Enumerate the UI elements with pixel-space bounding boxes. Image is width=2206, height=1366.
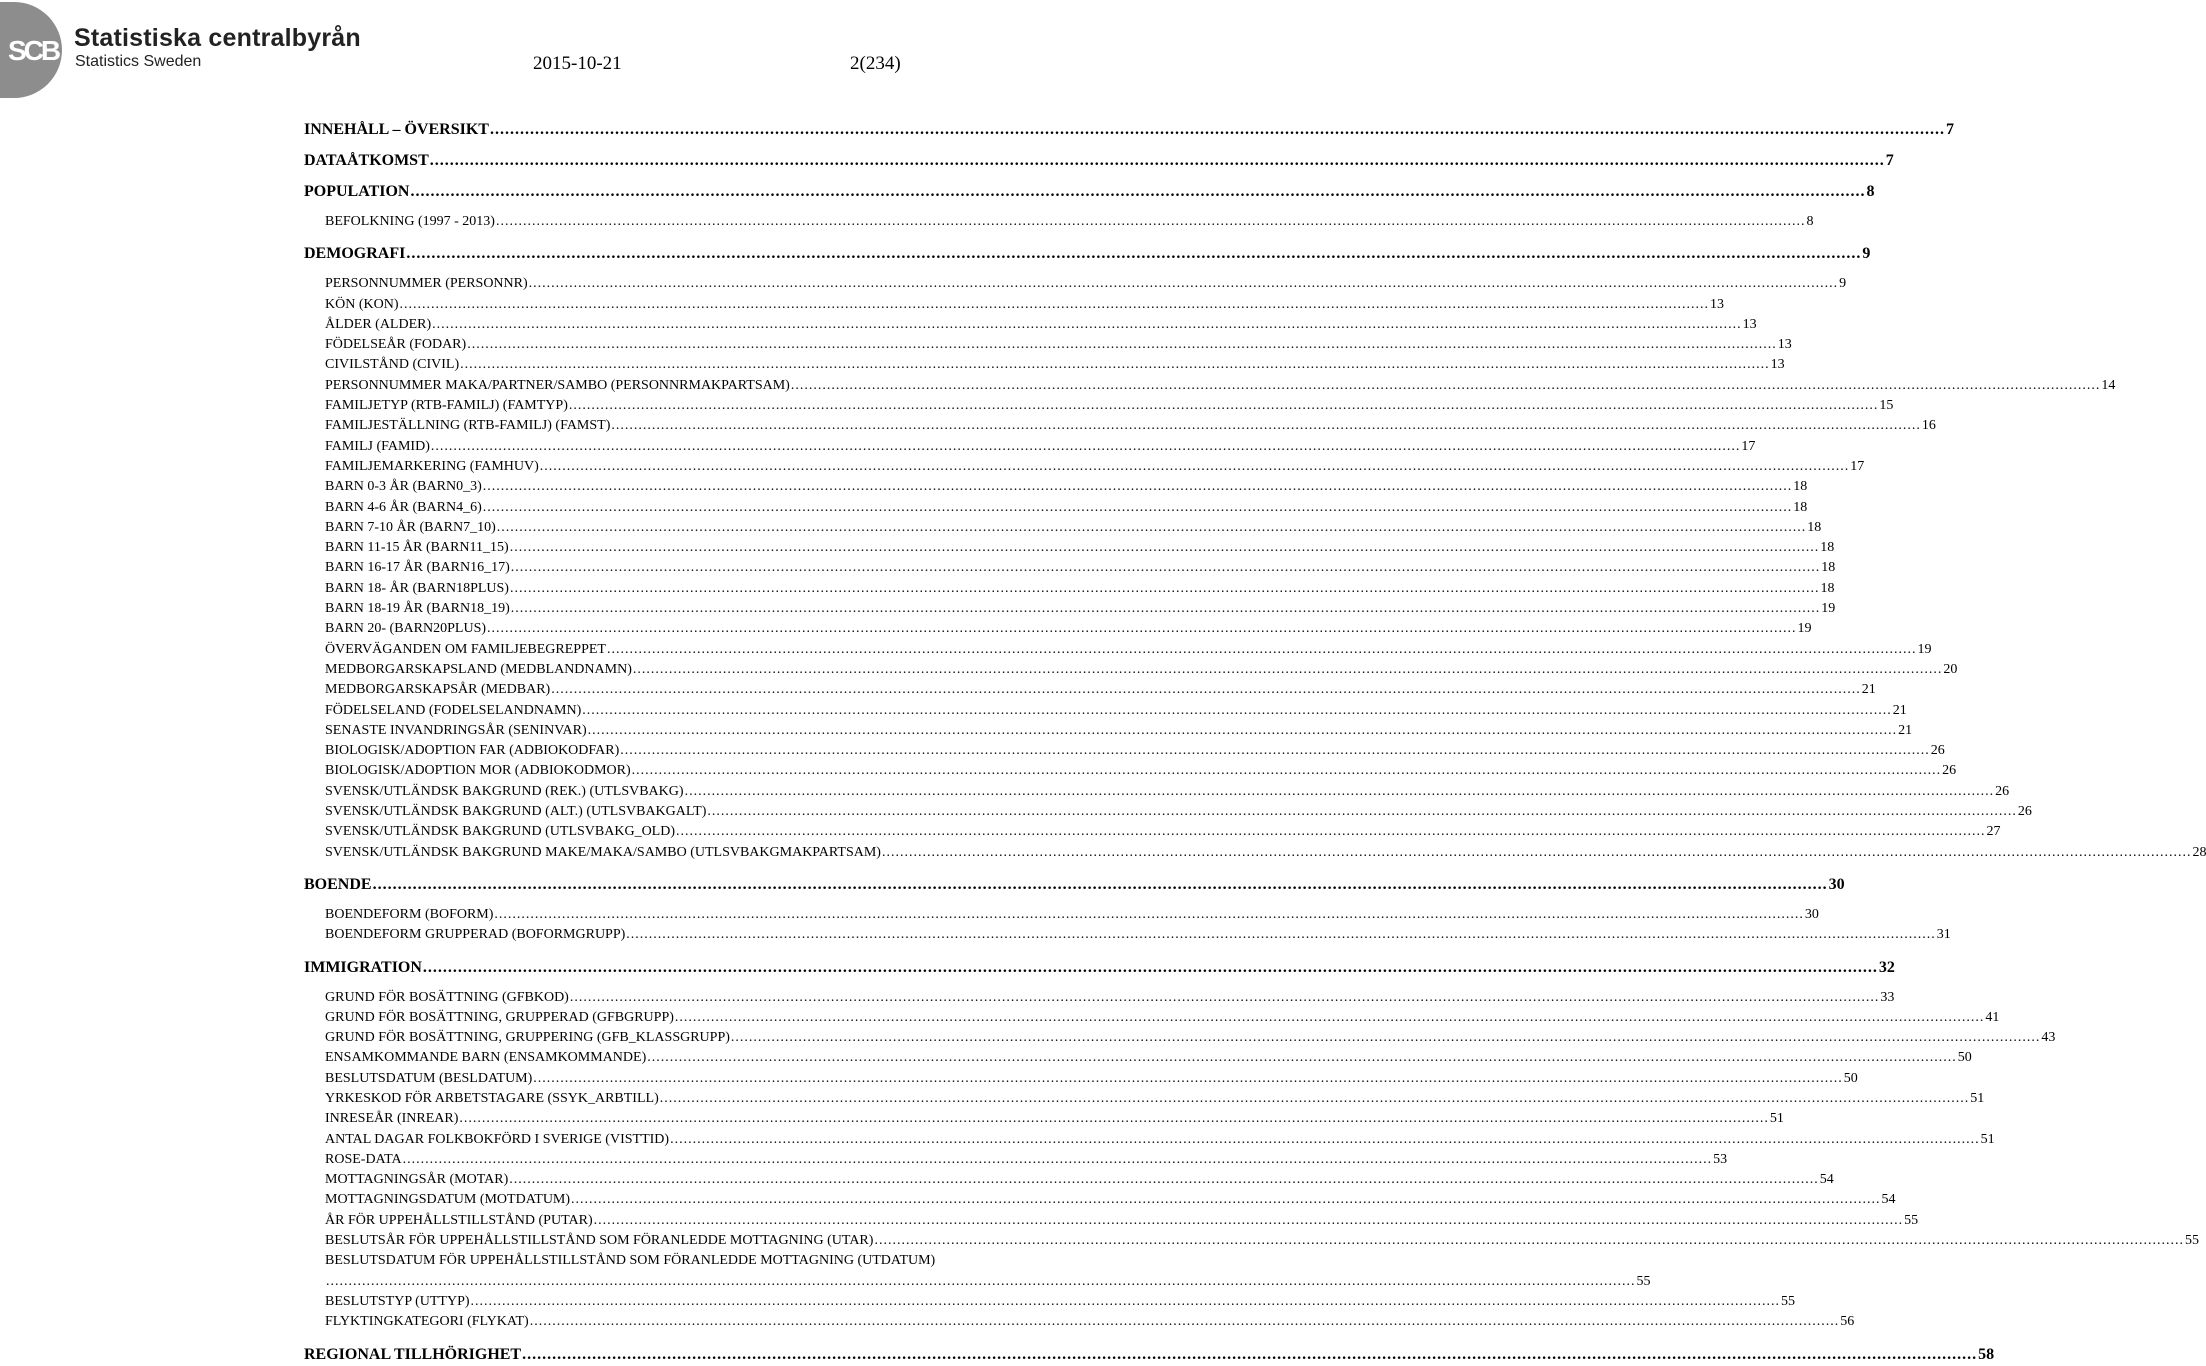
- org-subtitle: Statistics Sweden: [75, 53, 202, 70]
- toc-entry-title: BESLUTSÅR FÖR UPPEHÅLLSTILLSTÅND SOM FÖRANLEDDE MOTTAGNING (UTAR): [325, 1233, 874, 1249]
- dot-leader: [874, 1233, 2184, 1249]
- toc-entry-page: 18: [1807, 519, 1822, 535]
- dot-leader: [633, 662, 1943, 678]
- toc-entry-page: 16: [1921, 418, 1936, 434]
- toc-section-page: 30: [1828, 875, 1845, 893]
- toc-entry[interactable]: [304, 214, 1814, 234]
- toc-entry-title: FAMILJEMARKERING (FAMHUV): [325, 458, 539, 474]
- toc-section-title: BOENDE: [304, 875, 372, 893]
- toc-entry-page: 21: [1861, 682, 1876, 698]
- toc-entry[interactable]: [304, 1253, 961, 1273]
- toc-entry-title: BESLUTSDATUM FÖR UPPEHÅLLSTILLSTÅND SOM FÖRANLEDDE MOTTAGNING (UTDATUM): [325, 1253, 936, 1269]
- toc-entry-page: 53: [1713, 1151, 1728, 1167]
- toc-entry-title: BEFOLKNING (1997 - 2013): [325, 214, 495, 229]
- toc-entry[interactable]: [304, 702, 1907, 723]
- dot-leader: [403, 1152, 1713, 1168]
- toc-entry-title: ÖVERVÄGANDEN OM FAMILJEBEGREPPET: [325, 641, 606, 657]
- toc-entry-page: 26: [1942, 763, 1957, 779]
- toc-section[interactable]: [304, 1345, 1995, 1366]
- toc-section[interactable]: [304, 875, 1845, 896]
- dot-leader: [483, 479, 1793, 495]
- dot-leader: [626, 927, 1936, 943]
- dot-leader: [511, 601, 1821, 617]
- toc-entry-title: BOENDEFORM GRUPPERAD (BOFORMGRUPP): [325, 927, 626, 943]
- toc-entry-title: BARN 16-17 ÅR (BARN16_17): [325, 560, 510, 576]
- toc-section-page: 7: [1885, 152, 1894, 169]
- toc-entry-title: GRUND FÖR BOSÄTTNING (GFBKOD): [325, 989, 569, 1005]
- toc-entry-page: 27: [1986, 824, 2001, 840]
- toc-entry-page: 51: [1769, 1111, 1784, 1127]
- toc-entry-title: ÅR FÖR UPPEHÅLLSTILLSTÅND (PUTAR): [325, 1212, 593, 1228]
- toc-entry[interactable]: [304, 1293, 1796, 1314]
- toc-entry[interactable]: [304, 621, 1812, 641]
- toc-entry-title: YRKESKOD FÖR ARBETSTAGARE (SSYK_ARBTILL): [325, 1090, 659, 1106]
- toc-entry-title: BARN 4-6 ÅR (BARN4_6): [325, 499, 482, 515]
- scb-logo: [0, 2, 62, 98]
- toc-entry-title: BOENDEFORM (BOFORM): [325, 906, 494, 922]
- dot-leader: [594, 1213, 1904, 1229]
- toc-entry-page: 9: [1839, 276, 1847, 292]
- toc-entry-page: 21: [1892, 702, 1907, 718]
- toc-entry[interactable]: [304, 1009, 2000, 1030]
- toc-entry-page: 13: [1777, 337, 1792, 353]
- toc-entry[interactable]: [304, 1030, 2056, 1050]
- toc-entry[interactable]: [304, 398, 1894, 418]
- dot-leader: [647, 1050, 1957, 1066]
- toc-entry-title: BARN 0-3 ÅR (BARN0_3): [325, 479, 482, 495]
- toc-entry-page: 17: [1741, 438, 1756, 454]
- toc-entry-page: 56: [1840, 1314, 1855, 1330]
- toc-entry[interactable]: [304, 1070, 1858, 1091]
- toc-entry-page: 55: [1636, 1273, 1651, 1289]
- toc-entry-page: 14: [2101, 377, 2116, 393]
- toc-entry-title: PERSONNUMMER (PERSONNR): [325, 276, 528, 292]
- toc-entry-page: 13: [1742, 316, 1757, 332]
- toc-entry-continuation[interactable]: [304, 1273, 1651, 1294]
- dot-leader: [582, 703, 1892, 719]
- toc-section-title: POPULATION: [304, 183, 410, 200]
- toc-entry-page: 19: [1821, 601, 1836, 617]
- dot-leader: [497, 520, 1807, 536]
- toc-entry-title: SVENSK/UTLÄNDSK BAKGRUND MAKE/MAKA/SAMBO (UTLSVBAKGMAKPARTSAM): [325, 844, 881, 860]
- dot-leader: [670, 1132, 1980, 1148]
- toc-entry[interactable]: [304, 783, 2010, 804]
- toc-entry-title: BARN 20- (BARN20PLUS): [325, 621, 487, 637]
- toc-entry-title: FAMILJ (FAMID): [325, 438, 430, 454]
- dot-leader: [460, 357, 1770, 373]
- toc-entry-page: 21: [1898, 722, 1913, 738]
- svg-text:SCB: SCB: [8, 35, 59, 66]
- toc-entry[interactable]: [304, 743, 1945, 763]
- org-name: Statistiska centralbyrån: [74, 24, 361, 52]
- toc-entry-page: 13: [1770, 357, 1785, 373]
- toc-entry[interactable]: [304, 580, 1835, 601]
- dot-leader: [529, 276, 1839, 292]
- dot-leader: [487, 621, 1797, 637]
- toc-entry-title: BESLUTSTYP (UTTYP): [325, 1293, 470, 1309]
- toc-entry-title: FLYKTINGKATEGORI (FLYKAT): [325, 1314, 529, 1330]
- toc-entry-page: 26: [1995, 783, 2010, 799]
- toc-entry-page: 55: [2184, 1233, 2199, 1249]
- toc-entry-title: SVENSK/UTLÄNDSK BAKGRUND (REK.) (UTLSVBAKG): [325, 783, 684, 799]
- toc-section[interactable]: [304, 152, 1894, 172]
- toc-entry[interactable]: [304, 458, 1865, 479]
- toc-entry-title: BARN 18- ÅR (BARN18PLUS): [325, 580, 509, 596]
- toc-entry-title: PERSONNUMMER MAKA/PARTNER/SAMBO (PERSONNRMAKPARTSAM): [325, 377, 790, 393]
- toc-section-page: 9: [1862, 245, 1871, 263]
- toc-entry-title: ROSE-DATA: [325, 1151, 402, 1167]
- toc-entry-title: SVENSK/UTLÄNDSK BAKGRUND (UTLSVBAKG_OLD): [325, 824, 675, 840]
- dot-leader: [611, 418, 1921, 434]
- toc-entry[interactable]: [304, 1314, 1855, 1334]
- toc-entry[interactable]: [304, 927, 1951, 947]
- toc-entry[interactable]: [304, 824, 2001, 844]
- toc-entry[interactable]: [304, 337, 1792, 357]
- toc-entry[interactable]: [304, 989, 1895, 1010]
- toc-entry-title: BARN 7-10 ÅR (BARN7_10): [325, 519, 496, 535]
- dot-leader: [410, 183, 1865, 201]
- toc-entry-page: 13: [1710, 296, 1724, 312]
- toc-entry[interactable]: [304, 357, 1785, 377]
- toc-entry-page: 50: [1957, 1050, 1972, 1066]
- dot-leader: [620, 743, 1930, 759]
- toc-entry[interactable]: [304, 1090, 1985, 1111]
- toc-entry-title: INRESEÅR (INREAR): [325, 1111, 459, 1127]
- dot-leader: [423, 959, 1878, 977]
- dot-leader: [632, 763, 1942, 779]
- toc-entry-title: GRUND FÖR BOSÄTTNING, GRUPPERAD (GFBGRUPP): [325, 1009, 674, 1025]
- toc-entry-page: 33: [1880, 989, 1895, 1005]
- toc-entry-title: KÖN (KON): [325, 296, 399, 312]
- toc-entry[interactable]: [304, 1192, 1896, 1212]
- dot-leader: [530, 1314, 1840, 1330]
- dot-leader: [494, 907, 1804, 923]
- toc-entry-title: BESLUTSDATUM (BESLDATUM): [325, 1070, 533, 1086]
- dot-leader: [511, 560, 1821, 576]
- toc-entry-title: BARN 18-19 ÅR (BARN18_19): [325, 601, 510, 617]
- toc-entry-title: MEDBORGARSKAPSLAND (MEDBLANDNAMN): [325, 661, 632, 677]
- toc-entry[interactable]: [304, 1131, 1995, 1152]
- toc-entry[interactable]: [304, 377, 2116, 398]
- dot-leader: [685, 784, 1995, 800]
- toc-entry-page: 18: [1820, 540, 1835, 556]
- dot-leader: [373, 876, 1828, 894]
- toc-section-title: IMMIGRATION: [304, 958, 422, 976]
- toc-entry[interactable]: [304, 499, 1808, 520]
- dot-leader: [431, 439, 1741, 455]
- document-date: 2015-10-21: [533, 53, 622, 74]
- toc-entry[interactable]: [304, 316, 1757, 337]
- dot-leader: [406, 245, 1861, 263]
- toc-entry-title: BIOLOGISK/ADOPTION FAR (ADBIOKODFAR): [325, 743, 620, 759]
- dot-leader: [326, 1274, 1636, 1290]
- toc-entry-page: 55: [1781, 1293, 1796, 1309]
- toc-entry-title: GRUND FÖR BOSÄTTNING, GRUPPERING (GFB_KLASSGRUPP): [325, 1030, 730, 1046]
- toc-entry-page: 55: [1904, 1212, 1919, 1228]
- dot-leader: [471, 1294, 1781, 1310]
- toc-entry-page: 26: [2017, 804, 2032, 820]
- dot-leader: [551, 682, 1861, 698]
- dot-leader: [496, 214, 1806, 230]
- toc-entry-title: ENSAMKOMMANDE BARN (ENSAMKOMMANDE): [325, 1050, 647, 1066]
- toc-entry-title: FAMILJESTÄLLNING (RTB-FAMILJ) (FAMST): [325, 418, 611, 434]
- dot-leader: [509, 1172, 1819, 1188]
- toc-entry[interactable]: [304, 519, 1822, 540]
- dot-leader: [510, 540, 1820, 556]
- dot-leader: [430, 152, 1885, 170]
- dot-leader: [522, 1346, 1977, 1364]
- toc-section[interactable]: [304, 245, 1871, 265]
- toc-entry-page: 18: [1820, 580, 1835, 596]
- toc-entry-page: 54: [1819, 1172, 1834, 1188]
- toc-entry[interactable]: [304, 276, 1847, 296]
- toc-entry-title: MOTTAGNINGSDATUM (MOTDATUM): [325, 1192, 571, 1208]
- toc-entry-title: SENASTE INVANDRINGSÅR (SENINVAR): [325, 722, 587, 738]
- dot-leader: [707, 804, 2017, 820]
- dot-leader: [731, 1030, 2041, 1046]
- toc-entry-title: MEDBORGARSKAPSÅR (MEDBAR): [325, 682, 551, 698]
- page-number: 2(234): [850, 53, 901, 74]
- toc-section-title: INNEHÅLL – ÖVERSIKT: [304, 121, 489, 138]
- toc-section-page: 7: [1945, 121, 1954, 138]
- toc-entry[interactable]: [304, 418, 1936, 438]
- toc-entry-page: 30: [1804, 906, 1819, 922]
- dot-leader: [791, 378, 2101, 394]
- toc-entry[interactable]: [304, 1233, 2199, 1253]
- toc-entry-title: BARN 11-15 ÅR (BARN11_15): [325, 540, 509, 556]
- toc-entry[interactable]: [304, 540, 1835, 560]
- toc-entry-page: 51: [1970, 1090, 1985, 1106]
- toc-entry-title: MOTTAGNINGSÅR (MOTAR): [325, 1172, 509, 1188]
- toc-entry-title: FAMILJETYP (RTB-FAMILJ) (FAMTYP): [325, 398, 568, 414]
- toc-entry-page: 31: [1936, 927, 1951, 943]
- toc-section[interactable]: [304, 121, 1954, 141]
- dot-leader: [432, 317, 1742, 333]
- toc-entry[interactable]: [304, 804, 2032, 824]
- toc-entry-title: FÖDELSEÅR (FODAR): [325, 337, 467, 353]
- toc-section-page: 32: [1878, 958, 1895, 976]
- toc-entry-page: 20: [1943, 661, 1958, 677]
- toc-entry-title: FÖDELSELAND (FODELSELANDNAMN): [325, 702, 582, 718]
- toc-entry-page: 54: [1881, 1192, 1896, 1208]
- dot-leader: [533, 1071, 1843, 1087]
- dot-leader: [569, 398, 1879, 414]
- toc-entry-page: 8: [1806, 214, 1814, 229]
- dot-leader: [459, 1111, 1769, 1127]
- dot-leader: [882, 845, 2192, 861]
- toc-entry-title: BIOLOGISK/ADOPTION MOR (ADBIOKODMOR): [325, 763, 631, 779]
- toc-section-page: 8: [1866, 183, 1875, 200]
- toc-entry[interactable]: [304, 661, 1958, 682]
- toc-entry-page: 15: [1879, 398, 1894, 414]
- dot-leader: [400, 297, 1710, 313]
- toc-entry[interactable]: [304, 601, 1836, 621]
- dot-leader: [660, 1091, 1970, 1107]
- toc-entry-title: SVENSK/UTLÄNDSK BAKGRUND (ALT.) (UTLSVBAKGALT): [325, 804, 707, 820]
- toc-entry-page: 50: [1843, 1070, 1858, 1086]
- dot-leader: [540, 459, 1850, 475]
- toc-entry[interactable]: [304, 438, 1756, 459]
- toc-entry-page: 18: [1793, 499, 1808, 515]
- toc-entry[interactable]: [304, 682, 1876, 702]
- dot-leader: [483, 500, 1793, 516]
- toc-section-title: DATAÅTKOMST: [304, 152, 429, 169]
- toc-entry-page: 43: [2041, 1030, 2056, 1046]
- toc-entry-page: 18: [1821, 560, 1836, 576]
- toc-entry-page: 17: [1850, 458, 1865, 474]
- toc-section[interactable]: [304, 958, 1895, 979]
- toc-entry[interactable]: [304, 1151, 1728, 1172]
- dot-leader: [588, 723, 1898, 739]
- toc-entry-page: 19: [1917, 641, 1932, 657]
- dot-leader: [510, 581, 1820, 597]
- toc-entry[interactable]: [304, 560, 1836, 580]
- toc-section-title: REGIONAL TILLHÖRIGHET: [304, 1345, 522, 1363]
- toc-entry[interactable]: [304, 906, 1819, 927]
- toc-entry[interactable]: [304, 763, 1957, 783]
- toc-entry[interactable]: [304, 1172, 1834, 1192]
- toc-section-title: DEMOGRAFI: [304, 245, 406, 263]
- dot-leader: [571, 1192, 1881, 1208]
- toc-entry[interactable]: [304, 1212, 1919, 1233]
- toc-entry-title: CIVILSTÅND (CIVIL): [325, 357, 460, 373]
- table-of-contents: [304, 121, 2206, 1366]
- toc-entry-page: 41: [1985, 1009, 2000, 1025]
- toc-section-page: 58: [1978, 1345, 1995, 1363]
- toc-entry[interactable]: [304, 1050, 1972, 1070]
- toc-entry-page: 18: [1793, 479, 1808, 495]
- toc-entry-title: ÅLDER (ALDER): [325, 316, 432, 332]
- dot-leader: [675, 1010, 1985, 1026]
- toc-entry[interactable]: [304, 479, 1808, 499]
- dot-leader: [570, 990, 1880, 1006]
- toc-entry[interactable]: [304, 844, 2206, 865]
- dot-leader: [490, 121, 1945, 139]
- dot-leader: [607, 642, 1917, 658]
- toc-section[interactable]: [304, 183, 1875, 203]
- toc-entry[interactable]: [304, 296, 1724, 317]
- toc-entry-page: 19: [1797, 621, 1812, 637]
- toc-entry[interactable]: [304, 641, 1932, 662]
- dot-leader: [467, 337, 1777, 353]
- dot-leader: [676, 824, 1986, 840]
- toc-entry-page: 28: [2192, 844, 2206, 860]
- toc-entry[interactable]: [304, 1111, 1784, 1131]
- toc-entry-page: 26: [1930, 743, 1945, 759]
- toc-entry-page: 51: [1980, 1131, 1995, 1147]
- toc-entry-title: ANTAL DAGAR FOLKBOKFÖRD I SVERIGE (VISTTID): [325, 1131, 670, 1147]
- toc-entry[interactable]: [304, 722, 1913, 743]
